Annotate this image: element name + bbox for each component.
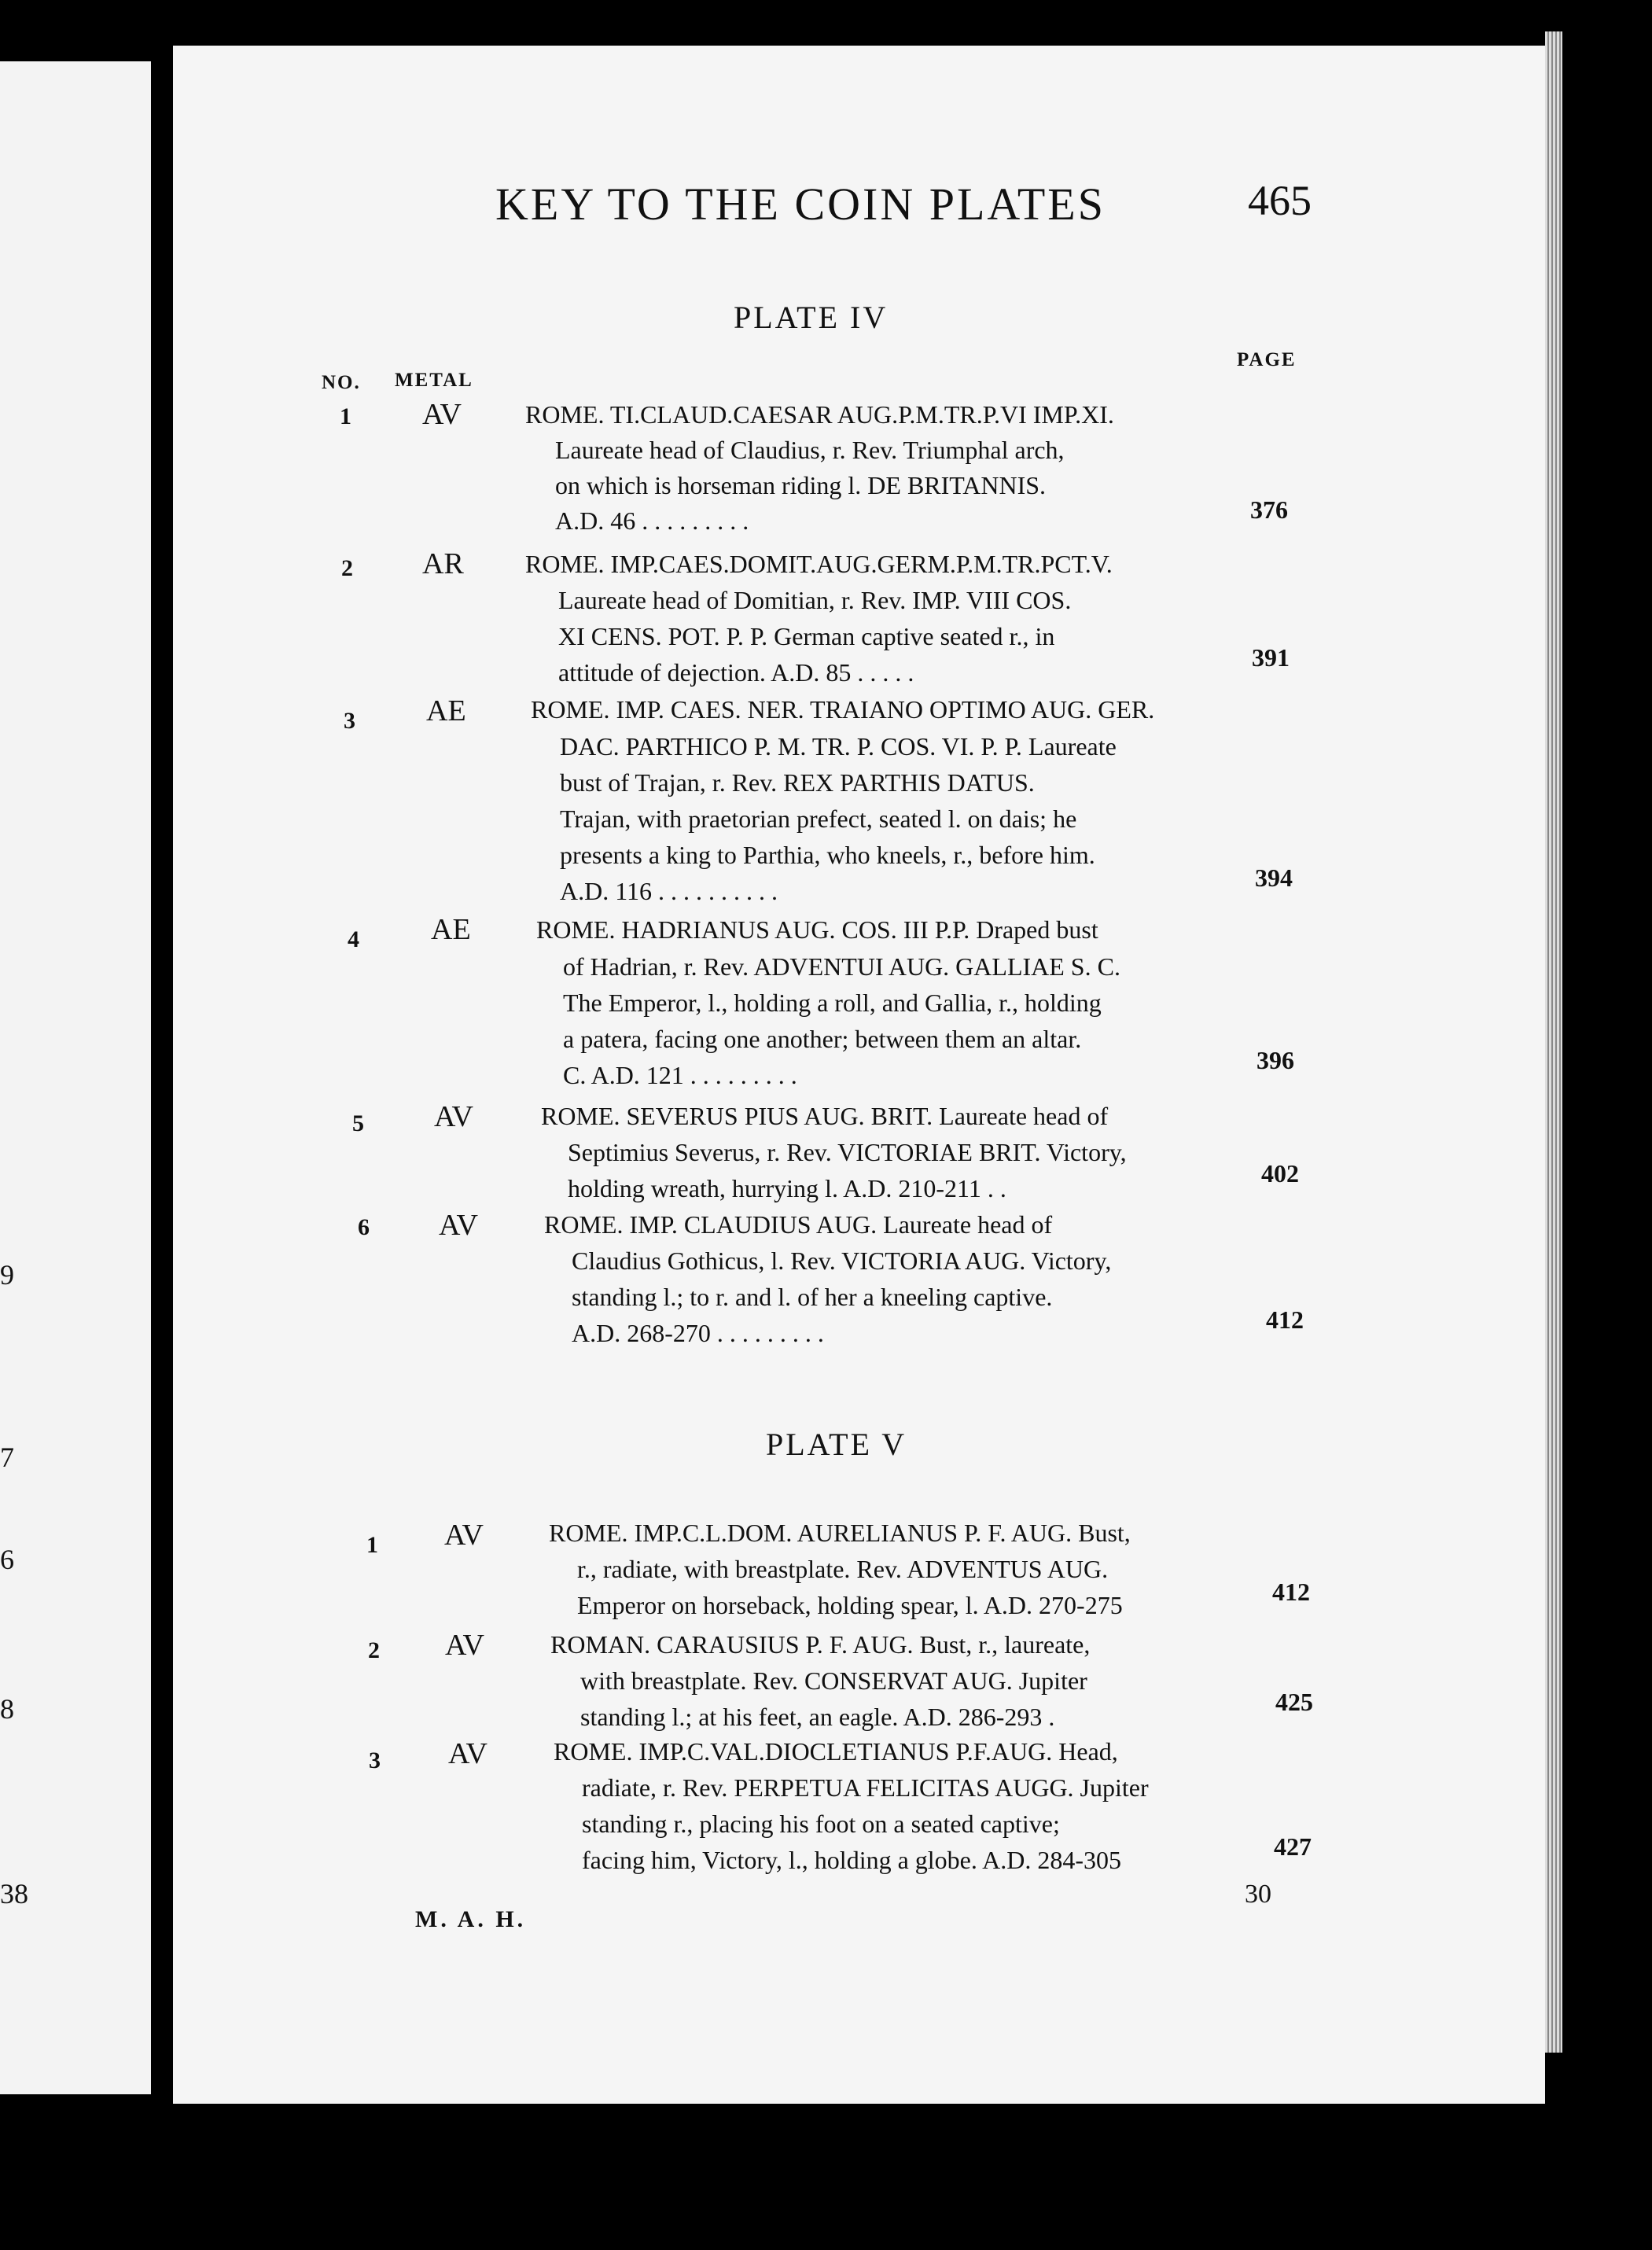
col-header-metal: METAL (395, 370, 473, 391)
entry-number: 5 (352, 1110, 364, 1136)
entry-line: presents a king to Parthia, who kneels, r., before him. (560, 841, 1095, 869)
entry-number: 2 (341, 555, 353, 581)
entry-page: 412 (1272, 1578, 1310, 1606)
entry-line: standing l.; to r. and l. of her a kneeling captive. (572, 1283, 1053, 1311)
entry-line: Laureate head of Domitian, r. Rev. IMP. VIII COS. (558, 586, 1072, 614)
entry-line: DAC. PARTHICO P. M. TR. P. COS. VI. P. P. Laureate (560, 732, 1117, 760)
entry-metal: AE (431, 913, 471, 946)
entry-line: ROME. IMP.C.L.DOM. AURELIANUS P. F. AUG. Bust, (549, 1519, 1131, 1547)
entry-line: of Hadrian, r. Rev. ADVENTUI AUG. GALLIAE S. C. (563, 952, 1120, 981)
col-header-page: PAGE (1237, 349, 1297, 370)
entry-line: ROME. SEVERUS PIUS AUG. BRIT. Laureate head of (541, 1102, 1109, 1130)
entry-number: 2 (368, 1637, 380, 1663)
entry-metal: AE (426, 694, 466, 727)
entry-number: 1 (340, 403, 351, 429)
entry-number: 1 (366, 1532, 378, 1558)
facing-page-edge (0, 61, 151, 2094)
entry-line: A.D. 268-270 . . . . . . . . . (572, 1319, 824, 1347)
entry-page: 391 (1252, 643, 1290, 672)
entry-line: ROME. IMP.C.VAL.DIOCLETIANUS P.F.AUG. Head, (554, 1737, 1118, 1766)
entry-line: Septimius Severus, r. Rev. VICTORIAE BRIT. Victory, (568, 1138, 1127, 1166)
entry-number: 4 (348, 926, 359, 952)
signature-mark: M. A. H. (415, 1906, 527, 1932)
entry-page: 396 (1256, 1046, 1294, 1074)
entry-line: ROME. IMP. CLAUDIUS AUG. Laureate head of (544, 1210, 1053, 1239)
page-number: 465 (1248, 177, 1312, 224)
entry-line: r., radiate, with breastplate. Rev. ADVENTUS AUG. (577, 1555, 1109, 1583)
entry-page: 402 (1261, 1159, 1299, 1188)
entry-line: facing him, Victory, l., holding a globe. A.D. 284-305 (582, 1846, 1121, 1874)
margin-number: 6 (0, 1544, 14, 1575)
entry-line: ROME. IMP.CAES.DOMIT.AUG.GERM.P.M.TR.PCT.V. (525, 550, 1113, 578)
entry-metal: AV (444, 1519, 484, 1552)
entry-line: on which is horseman riding l. DE BRITANNIS. (555, 471, 1047, 499)
entry-line: C. A.D. 121 . . . . . . . . . (563, 1061, 797, 1089)
entry-page: 425 (1275, 1688, 1313, 1716)
book-gutter (151, 55, 173, 2100)
entry-line: ROME. HADRIANUS AUG. COS. III P.P. Draped bust (536, 915, 1098, 944)
entry-line: with breastplate. Rev. CONSERVAT AUG. Jupiter (580, 1666, 1087, 1695)
entry-line: The Emperor, l., holding a roll, and Gallia, r., holding (563, 989, 1102, 1017)
entry-metal: AR (422, 547, 464, 580)
entry-line: Emperor on horseback, holding spear, l. A.D. 270-275 (577, 1591, 1123, 1619)
entry-line: Claudius Gothicus, l. Rev. VICTORIA AUG. Victory, (572, 1247, 1112, 1275)
plate-v-heading: PLATE V (766, 1427, 907, 1462)
entry-line: a patera, facing one another; between them an altar. (563, 1025, 1082, 1053)
entry-line: XI CENS. POT. P. P. German captive seated r., in (558, 622, 1055, 650)
entry-page: 427 (1274, 1832, 1312, 1861)
entry-page: 412 (1266, 1305, 1304, 1334)
running-title: KEY TO THE COIN PLATES (495, 179, 1106, 230)
signature-number: 30 (1245, 1880, 1271, 1909)
entry-line: attitude of dejection. A.D. 85 . . . . . (558, 658, 914, 687)
entry-page: 376 (1250, 495, 1288, 524)
margin-number: 38 (0, 1878, 28, 1909)
entry-line: standing l.; at his feet, an eagle. A.D. 286-293 . (580, 1703, 1055, 1731)
entry-metal: AV (434, 1100, 473, 1133)
entry-metal: AV (445, 1629, 484, 1662)
entry-line: ROME. TI.CLAUD.CAESAR AUG.P.M.TR.P.VI IMP.XI. (525, 400, 1114, 429)
margin-number: 8 (0, 1693, 14, 1725)
entry-line: A.D. 116 . . . . . . . . . . (560, 877, 778, 905)
entry-line: ROME. IMP. CAES. NER. TRAIANO OPTIMO AUG. GER. (531, 695, 1155, 724)
entry-line: A.D. 46 . . . . . . . . . (555, 506, 749, 535)
entry-number: 3 (369, 1747, 381, 1773)
entry-metal: AV (439, 1209, 478, 1242)
entry-metal: AV (448, 1737, 488, 1770)
entry-line: Trajan, with praetorian prefect, seated l. on dais; he (560, 805, 1077, 833)
margin-number: 7 (0, 1442, 14, 1473)
entry-metal: AV (422, 398, 462, 431)
plate-iv-heading: PLATE IV (734, 300, 889, 335)
entry-page: 394 (1255, 864, 1293, 892)
entry-number: 6 (358, 1214, 370, 1240)
entry-line: standing r., placing his foot on a seated captive; (582, 1810, 1060, 1838)
col-header-no: NO. (322, 372, 361, 393)
entry-line: ROMAN. CARAUSIUS P. F. AUG. Bust, r., laureate, (550, 1630, 1091, 1659)
entry-line: holding wreath, hurrying l. A.D. 210-211 . . (568, 1174, 1006, 1202)
page-stack-edge (1545, 31, 1562, 2053)
margin-number: 9 (0, 1259, 14, 1291)
entry-number: 3 (344, 708, 355, 734)
entry-line: radiate, r. Rev. PERPETUA FELICITAS AUGG. Jupiter (582, 1773, 1149, 1802)
entry-line: bust of Trajan, r. Rev. REX PARTHIS DATUS. (560, 768, 1035, 797)
entry-line: Laureate head of Claudius, r. Rev. Triumphal arch, (555, 436, 1065, 464)
